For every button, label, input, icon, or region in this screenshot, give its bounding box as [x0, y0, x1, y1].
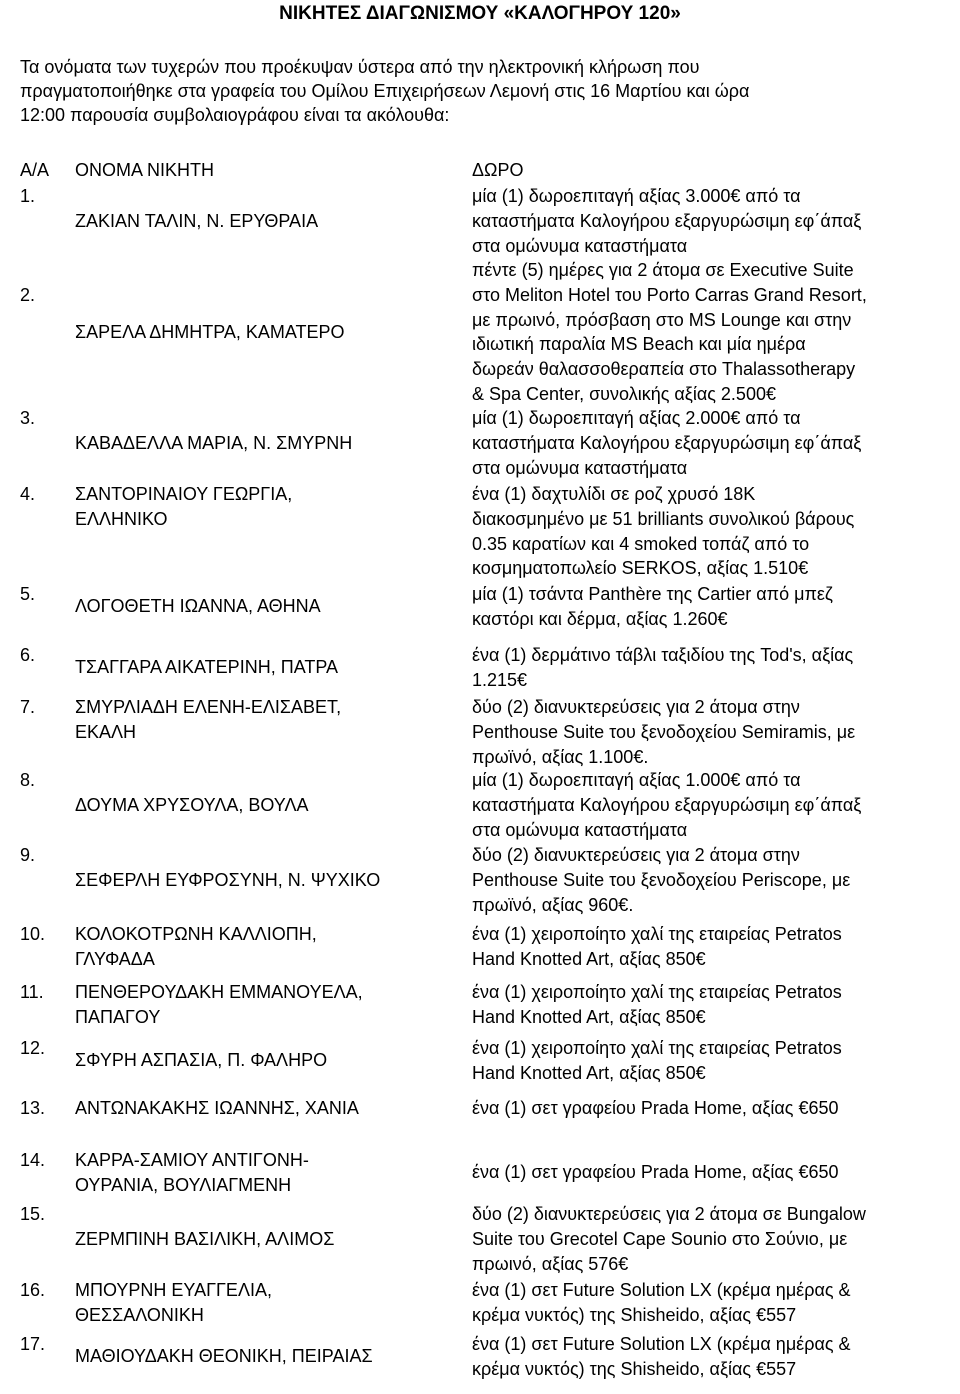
- winner-name: [75, 1148, 455, 1198]
- winner-name: [75, 655, 455, 680]
- prize-line: δωρεάν θαλασσοθεραπεία στο Thalassotherapy: [472, 359, 856, 380]
- winner-name-line: ΖΕΡΜΠΙΝΗ ΒΑΣΙΛΙΚΗ, ΑΛΙΜΟΣ: [75, 1228, 335, 1249]
- prize-line: Penthouse Suite του ξενοδοχείου Semiramis, με: [472, 721, 856, 742]
- prize-line: ένα (1) χειροποίητο χαλί της εταιρείας Petratos: [472, 982, 842, 1002]
- prize-line: Hand Knotted Art, αξίας 850€: [472, 1062, 706, 1083]
- prize-description: [472, 1202, 950, 1276]
- row-number: 12.: [20, 1038, 46, 1058]
- prize-line: ένα (1) δαχτυλίδι σε ροζ χρυσό 18Κ: [472, 484, 756, 504]
- prize-line: Hand Knotted Art, αξίας 850€: [472, 948, 706, 969]
- prize-line: μία (1) τσάντα Panthère της Cartier από μπεζ: [472, 584, 833, 604]
- prize-line: με πρωινό, πρόσβαση στο MS Lounge και στην: [472, 309, 852, 330]
- prize-description: [472, 582, 950, 632]
- winner-name: [75, 320, 455, 345]
- prize-description: [472, 1096, 950, 1121]
- winner-name-line: ΣΑΝΤΟΡΙΝΑΙΟΥ ΓΕΩΡΓΙΑ,: [75, 484, 293, 504]
- prize-description: [472, 1036, 950, 1086]
- prize-line: πρωϊνό, αξίας 1.100€.: [472, 746, 649, 767]
- winner-name-line: ΠΕΝΘΕΡΟΥΔΑΚΗ ΕΜΜΑΝΟΥΕΛΑ,: [75, 982, 363, 1002]
- winner-name-line: ΓΛΥΦΑΔΑ: [75, 948, 155, 969]
- winner-name: [75, 482, 455, 532]
- row-number: 11.: [20, 982, 44, 1002]
- winner-name-line: ΚΑΒΑΔΕΛΛΑ ΜΑΡΙΑ, Ν. ΣΜΥΡΝΗ: [75, 432, 353, 453]
- prize-line: 0.35 καρατίων και 4 smoked τοπάζ από το: [472, 533, 810, 554]
- winner-name-line: ΑΝΤΩΝΑΚΑΚΗΣ ΙΩΑΝΝΗΣ, ΧΑΝΙΑ: [75, 1098, 359, 1118]
- winner-name-line: ΖΑΚΙΑΝ ΤΑΛΙΝ, Ν. ΕΡΥΘΡΑΙΑ: [75, 210, 319, 231]
- prize-line: Hand Knotted Art, αξίας 850€: [472, 1006, 706, 1027]
- prize-line: μία (1) δωροεπιταγή αξίας 1.000€ από τα: [472, 770, 801, 790]
- prize-line: δύο (2) διανυκτερεύσεις για 2 άτομα στην: [472, 697, 800, 717]
- winner-name: [75, 695, 455, 745]
- header-name: ΟΝΟΜΑ ΝΙΚΗΤΗ: [75, 160, 215, 180]
- winner-name: [75, 922, 455, 972]
- winner-name-line: ΜΑΘΙΟΥΔΑΚΗ ΘΕΟΝΙΚΗ, ΠΕΙΡΑΙΑΣ: [75, 1346, 373, 1367]
- prize-description: [472, 1278, 950, 1328]
- prize-description: [472, 482, 950, 581]
- winner-name: [75, 594, 455, 619]
- prize-line: στα ομώνυμα καταστήματα: [472, 457, 688, 478]
- prize-line: πρωϊνό, αξίας 960€.: [472, 894, 634, 915]
- header-prize: ΔΩΡΟ: [472, 160, 524, 180]
- winner-name-line: ΘΕΣΣΑΛΟΝΙΚΗ: [75, 1304, 204, 1325]
- row-number: 9.: [20, 845, 36, 865]
- prize-line: μία (1) δωροεπιταγή αξίας 2.000€ από τα: [472, 408, 801, 428]
- prize-line: ένα (1) σετ γραφείου Prada Home, αξίας €650: [472, 1162, 839, 1183]
- winner-name-line: ΕΚΑΛΗ: [75, 721, 137, 742]
- header-num: Α/Α: [20, 160, 50, 180]
- winner-name-line: ΣΦΥΡΗ ΑΣΠΑΣΙΑ, Π. ΦΑΛΗΡΟ: [75, 1050, 328, 1071]
- prize-line: ένα (1) χειροποίητο χαλί της εταιρείας Petratos: [472, 924, 842, 944]
- row-number: 4.: [20, 484, 36, 504]
- prize-line: καταστήματα Καλογήρου εξαργυρώσιμη εφ΄άπαξ: [472, 210, 862, 231]
- prize-line: ένα (1) δερμάτινο τάβλι ταξιδίου της Tod's, αξίας: [472, 645, 854, 665]
- winner-name-line: ΟΥΡΑΝΙΑ, ΒΟΥΛΙΑΓΜΕΝΗ: [75, 1174, 292, 1195]
- prize-line: πρωινό, αξίας 576€: [472, 1253, 629, 1274]
- intro-line: πραγματοποιήθηκε στα γραφεία του Ομίλου Επιχειρήσεων Λεμονή στις 16 Μαρτίου και ώρα: [20, 81, 750, 101]
- prize-line: ένα (1) χειροποίητο χαλί της εταιρείας Petratos: [472, 1038, 842, 1058]
- prize-description: [472, 980, 950, 1030]
- row-number: 3.: [20, 408, 36, 428]
- prize-line: καστόρι και δέρμα, αξίας 1.260€: [472, 608, 728, 629]
- intro-line: Τα ονόματα των τυχερών που προέκυψαν ύστερα από την ηλεκτρονική κλήρωση που: [20, 57, 700, 77]
- winner-name: [75, 793, 455, 818]
- row-number: 1.: [20, 186, 36, 206]
- row-number: 16.: [20, 1280, 46, 1300]
- prize-description: [472, 768, 950, 842]
- prize-line: στο Meliton Hotel του Porto Carras Grand Resort,: [472, 284, 867, 305]
- prize-description: [472, 406, 950, 480]
- page-title: ΝΙΚΗΤΕΣ ΔΙΑΓΩΝΙΣΜΟΥ «ΚΑΛΟΓΗΡΟΥ 120»: [279, 3, 681, 24]
- row-number: 7.: [20, 697, 36, 717]
- prize-description: [472, 184, 950, 258]
- prize-line: καταστήματα Καλογήρου εξαργυρώσιμη εφ΄άπαξ: [472, 432, 862, 453]
- prize-line: καταστήματα Καλογήρου εξαργυρώσιμη εφ΄άπαξ: [472, 794, 862, 815]
- row-number: 6.: [20, 645, 36, 665]
- prize-line: Penthouse Suite του ξενοδοχείου Periscope, με: [472, 869, 851, 890]
- prize-line: στα ομώνυμα καταστήματα: [472, 819, 688, 840]
- prize-description: [472, 695, 950, 769]
- row-number: 5.: [20, 584, 36, 604]
- winner-name-line: ΕΛΛΗΝΙΚΟ: [75, 508, 168, 529]
- winner-name-line: ΛΟΓΟΘΕΤΗ ΙΩΑΝΝΑ, ΑΘΗΝΑ: [75, 596, 321, 617]
- winner-name: [75, 431, 455, 456]
- prize-description: [472, 1332, 950, 1382]
- winner-name-line: ΣΕΦΕΡΛΗ ΕΥΦΡΟΣΥΝΗ, Ν. ΨΥΧΙΚΟ: [75, 869, 381, 890]
- row-number: 14.: [20, 1150, 46, 1170]
- winner-name: [75, 1096, 455, 1121]
- winner-name: [75, 1048, 455, 1073]
- prize-description: [472, 1160, 950, 1185]
- intro-paragraph: [20, 55, 945, 127]
- winner-name-line: ΤΣΑΓΓΑΡΑ ΑΙΚΑΤΕΡΙΝΗ, ΠΑΤΡΑ: [75, 657, 339, 678]
- winner-name: [75, 1227, 455, 1252]
- winner-name-line: ΚΑΡΡΑ-ΣΑΜΙΟΥ ΑΝΤΙΓΟΝΗ-: [75, 1150, 309, 1170]
- prize-line: Suite του Grecotel Cape Sounio στο Σούνιο, με: [472, 1228, 848, 1249]
- prize-line: μία (1) δωροεπιταγή αξίας 3.000€ από τα: [472, 186, 801, 206]
- prize-line: κρέμα νυκτός) της Shisheido, αξίας €557: [472, 1358, 797, 1379]
- prize-description: [472, 258, 950, 407]
- row-number: 15.: [20, 1204, 46, 1224]
- winner-name: [75, 868, 455, 893]
- winner-name-line: ΔΟΥΜΑ ΧΡΥΣΟΥΛΑ, ΒΟΥΛΑ: [75, 794, 309, 815]
- intro-line: 12:00 παρουσία συμβολαιογράφου είναι τα ακόλουθα:: [20, 105, 450, 125]
- prize-line: ένα (1) σετ Future Solution LX (κρέμα ημέρας &: [472, 1280, 851, 1300]
- winner-name: [75, 1344, 455, 1369]
- row-number: 13.: [20, 1098, 46, 1118]
- prize-line: ιδιωτική παραλία MS Beach και μία ημέρα: [472, 334, 806, 355]
- prize-line: δύο (2) διανυκτερεύσεις για 2 άτομα στην: [472, 845, 800, 865]
- winner-name-line: ΣΜΥΡΛΙΑΔΗ ΕΛΕΝΗ-ΕΛΙΣΑΒΕΤ,: [75, 697, 342, 717]
- prize-description: [472, 843, 950, 917]
- prize-line: ένα (1) σετ γραφείου Prada Home, αξίας €650: [472, 1098, 839, 1118]
- row-number: 2.: [20, 284, 36, 305]
- prize-line: & Spa Center, συνολικής αξίας 2.500€: [472, 383, 776, 404]
- winner-name-line: ΠΑΠΑΓΟΥ: [75, 1006, 161, 1027]
- prize-line: ένα (1) σετ Future Solution LX (κρέμα ημέρας &: [472, 1334, 851, 1354]
- prize-line: κοσμηματοπωλείο SERKOS, αξίας 1.510€: [472, 558, 809, 579]
- prize-line: στα ομώνυμα καταστήματα: [472, 235, 688, 256]
- row-number: 8.: [20, 770, 36, 790]
- prize-line: κρέμα νυκτός) της Shisheido, αξίας €557: [472, 1304, 797, 1325]
- winner-name-line: ΚΟΛΟΚΟΤΡΩΝΗ ΚΑΛΛΙΟΠΗ,: [75, 924, 317, 944]
- prize-description: [472, 922, 950, 972]
- winner-name: [75, 209, 455, 234]
- prize-line: πέντε (5) ημέρες για 2 άτομα σε Executive Suite: [472, 260, 854, 280]
- prize-line: δύο (2) διανυκτερεύσεις για 2 άτομα σε Bungalow: [472, 1204, 866, 1224]
- winner-name-line: ΣΑΡΕΛΑ ΔΗΜΗΤΡΑ, ΚΑΜΑΤΕΡΟ: [75, 322, 345, 342]
- prize-description: [472, 643, 950, 693]
- prize-line: διακοσμημένο με 51 brilliants συνολικού βάρους: [472, 508, 855, 529]
- winner-name-line: ΜΠΟΥΡΝΗ ΕΥΑΓΓΕΛΙΑ,: [75, 1280, 272, 1300]
- winner-name: [75, 980, 455, 1030]
- row-number: 17.: [20, 1334, 46, 1354]
- prize-line: 1.215€: [472, 669, 528, 690]
- row-number: 10.: [20, 924, 46, 944]
- winner-name: [75, 1278, 455, 1328]
